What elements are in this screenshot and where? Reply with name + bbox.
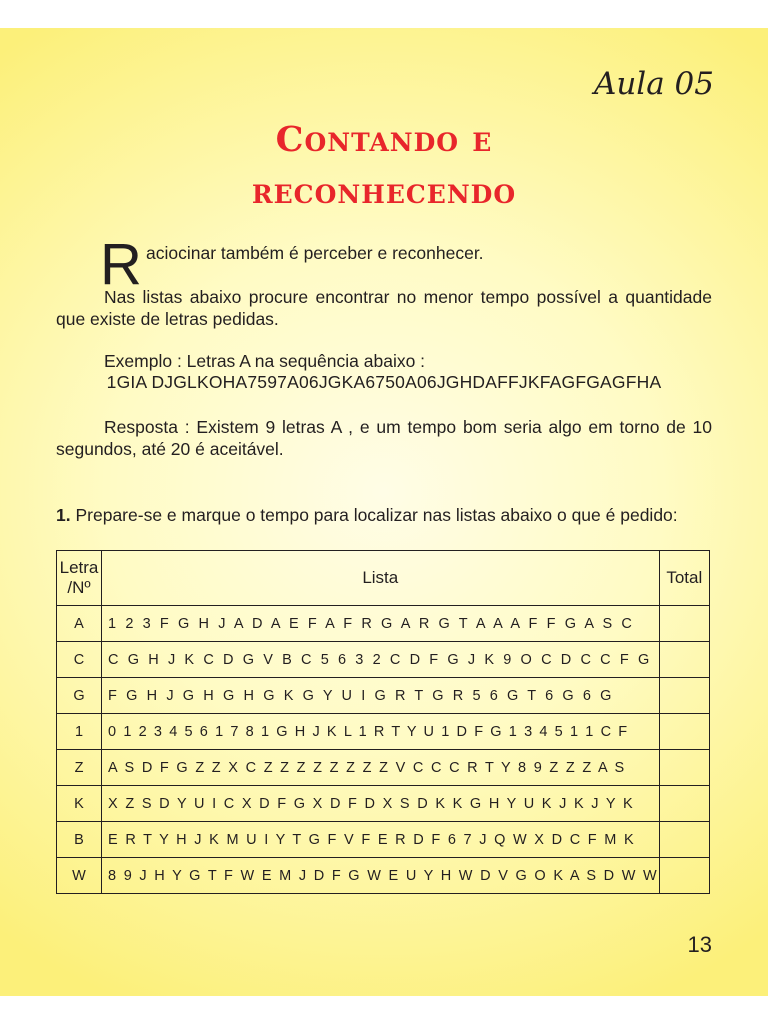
table-row bbox=[57, 714, 710, 750]
table-row bbox=[57, 606, 710, 642]
row-letter: G bbox=[57, 678, 102, 714]
page-title-line2 bbox=[0, 166, 768, 218]
row-letter: W bbox=[57, 858, 102, 894]
table-row bbox=[57, 642, 710, 678]
table-header-row bbox=[57, 551, 710, 606]
row-list: 0 1 2 3 4 5 6 1 7 8 1 G H J K L 1 R T Y U 1 D F G 1 3 4 5 1 1 C F bbox=[102, 714, 660, 750]
title-text-2: reconhecendo bbox=[251, 171, 517, 212]
table-row bbox=[57, 858, 710, 894]
row-total[interactable] bbox=[659, 678, 709, 714]
row-letter: C bbox=[57, 642, 102, 678]
row-total[interactable] bbox=[659, 606, 709, 642]
row-total[interactable] bbox=[659, 786, 709, 822]
row-letter: B bbox=[57, 822, 102, 858]
row-total[interactable] bbox=[659, 822, 709, 858]
drop-cap: R bbox=[100, 232, 142, 297]
page-number: 13 bbox=[687, 932, 712, 957]
row-list: F G H J G H G H G K G Y U I G R T G R 5 6 G T 6 G 6 G bbox=[102, 678, 660, 714]
header-list: Lista bbox=[102, 551, 660, 606]
page bbox=[0, 28, 768, 996]
row-letter: A bbox=[57, 606, 102, 642]
row-list: A S D F G Z Z X C Z Z Z Z Z Z Z Z V C C C R T Y 8 9 Z Z Z A S bbox=[102, 750, 660, 786]
row-list: 1 2 3 F G H J A D A E F A F R G A R G T A A A F F G A S C bbox=[102, 606, 660, 642]
row-total[interactable] bbox=[659, 858, 709, 894]
row-total[interactable] bbox=[659, 642, 709, 678]
row-list: E R T Y H J K M U I Y T G F V F E R D F 6 7 J Q W X D C F M K bbox=[102, 822, 660, 858]
header-total: Total bbox=[659, 551, 709, 606]
row-list: X Z S D Y U I C X D F G X D F D X S D K K G H Y U K J K J Y K bbox=[102, 786, 660, 822]
table-row bbox=[57, 678, 710, 714]
row-list: 8 9 J H Y G T F W E M J D F G W E U Y H W D V G O K A S D W W bbox=[102, 858, 660, 894]
answer-paragraph: Resposta : Existem 9 letras A , e um tempo bom seria algo em torno de 10 segundos, até 20 é aceitável. bbox=[56, 417, 712, 459]
row-letter: K bbox=[57, 786, 102, 822]
exercise-text: Prepare-se e marque o tempo para localizar nas listas abaixo o que é pedido: bbox=[75, 505, 678, 525]
letters-table bbox=[56, 550, 710, 894]
table-row bbox=[57, 750, 710, 786]
row-list: C G H J K C D G V B C 5 6 3 2 C D F G J K 9 O C D C C F G bbox=[102, 642, 660, 678]
header-letter: Letra /Nº bbox=[57, 551, 102, 606]
lesson-label: Aula 05 bbox=[593, 66, 714, 102]
intro-paragraph: Nas listas abaixo procure encontrar no menor tempo possível a quantidade que existe de letras pedidas. bbox=[56, 287, 712, 329]
table-row bbox=[57, 822, 710, 858]
example-label: Exemplo : Letras A na sequência abaixo : bbox=[104, 351, 426, 371]
row-letter: Z bbox=[57, 750, 102, 786]
row-total[interactable] bbox=[659, 750, 709, 786]
title-text-1: Contando e bbox=[275, 119, 493, 160]
row-total[interactable] bbox=[659, 714, 709, 750]
page-title-line1 bbox=[0, 114, 768, 166]
exercise-instruction bbox=[56, 504, 712, 526]
table-row bbox=[57, 786, 710, 822]
intro-line1: aciocinar também é perceber e reconhecer. bbox=[146, 243, 484, 263]
row-letter: 1 bbox=[57, 714, 102, 750]
example-sequence: 1GIA DJGLKOHA7597A06JGKA6750A06JGHDAFFJKFAGFGAGFHA bbox=[106, 372, 662, 392]
exercise-number: 1. bbox=[56, 505, 71, 525]
